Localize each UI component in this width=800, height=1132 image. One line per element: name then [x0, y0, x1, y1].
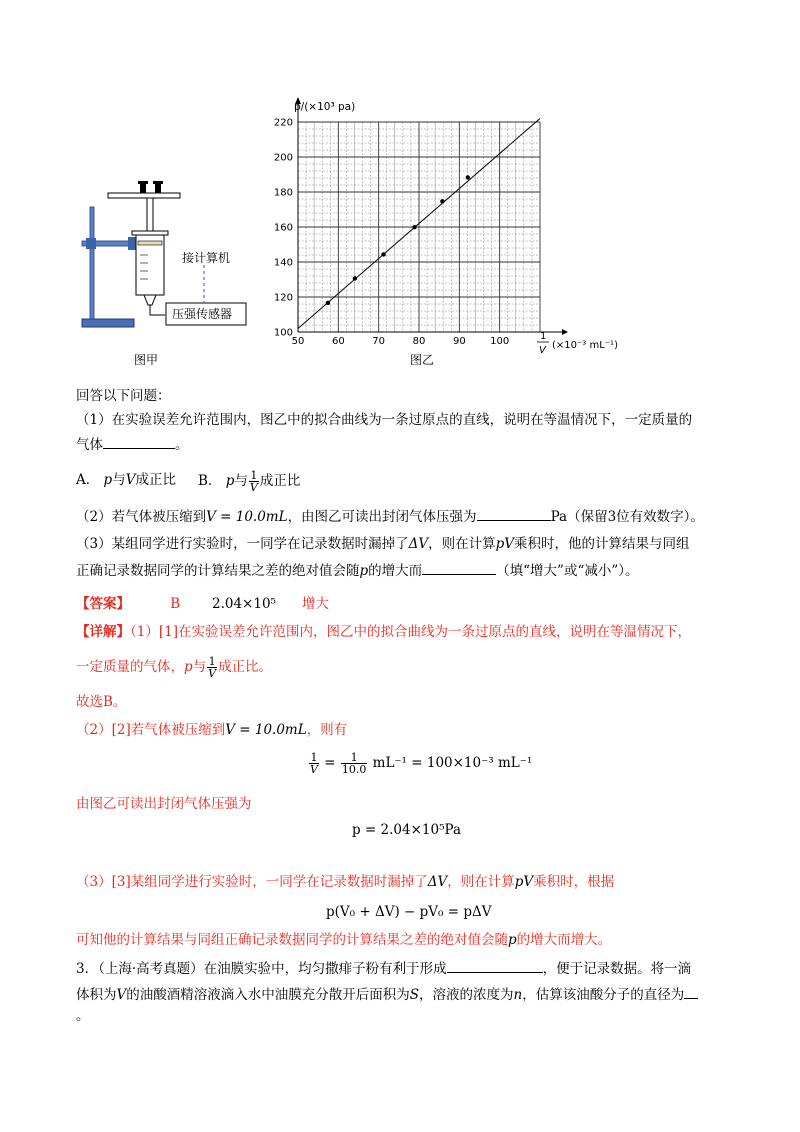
data-point — [353, 276, 357, 280]
detail-2: （2）[2]若气体被压缩到V = 10.0mL，则有 — [76, 722, 348, 738]
next-question-line2: 体积为V的油酸酒精溶液滴入水中油膜充分散开后面积为S，溶液的浓度为n，估算该油酸分子的直径为 — [76, 984, 698, 1005]
next-question-line1: 3．（上海·高考真题）在油膜实验中，均匀撒痱子粉有利于形成 ，便于记录数据。将一滴 — [76, 958, 691, 979]
label-pressure-sensor: 压强传感器 — [172, 307, 233, 321]
axes — [295, 97, 568, 335]
tick-labels — [274, 118, 509, 348]
x-axis-label-num: 1 — [540, 331, 547, 342]
x-tick-label: 60 — [331, 336, 345, 347]
y-axis-label: p/(×10³ pa) — [294, 101, 356, 113]
question-1-line1: （1）在实验误差允许范围内，图乙中的拟合曲线为一条过原点的直线，说明在等温情况下，一定质量的 — [76, 412, 693, 428]
x-axis-label-den: V — [539, 345, 546, 356]
answer-2: 2.04×10⁵ — [212, 596, 276, 612]
y-tick-label: 180 — [273, 187, 293, 199]
equation-1: $\frac{1}{V}$ = $\frac{1}{10.0}$ mL⁻¹ = 100×10⁻³ mL⁻¹ — [310, 751, 533, 776]
option-b: B． p与 $\frac{1}{V}$ 成正比 — [198, 469, 301, 494]
y-tick-label: 220 — [273, 117, 293, 129]
y-tick-label: 140 — [273, 257, 293, 269]
detail-3-conclusion: 可知他的计算结果与同组正确记录数据同学的计算结果之差的绝对值会随p的增大而增大。 — [76, 932, 612, 948]
answer-blank-3[interactable] — [422, 560, 496, 575]
x-tick-label: 80 — [412, 336, 426, 347]
answer-3: 增大 — [302, 596, 329, 612]
detail-3: （3）[3]某组同学进行实验时，一同学在记录数据时漏掉了ΔV，则在计算pV乘积时，根据 — [76, 874, 615, 890]
data-point — [381, 252, 385, 256]
question-3-line1: （3）某组同学进行实验时，一同学在记录数据时漏掉了ΔV，则在计算pV乘积时，他的计算结果与同组 — [76, 536, 690, 552]
answer-blank-1[interactable] — [103, 434, 175, 449]
question-2: （2）若气体被压缩到V = 10.0mL，由图乙可读出封闭气体压强为 Pa（保留3位有效数字）。 — [76, 506, 704, 527]
x-tick-label: 50 — [291, 336, 305, 347]
option-a: A． p与V成正比 — [76, 472, 176, 488]
figure-a-caption: 图甲 — [134, 353, 159, 367]
equation-2: p = 2.04×10⁵Pa — [352, 822, 462, 838]
detail-1-conclusion: 故选B。 — [76, 694, 127, 710]
y-tick-label: 120 — [273, 292, 293, 304]
x-axis-label-unit: (×10⁻³ mL⁻¹) — [552, 340, 618, 351]
y-tick-label: 100 — [273, 327, 293, 339]
question-intro: 回答以下问题： — [76, 388, 171, 404]
x-axis-arrow — [562, 329, 568, 335]
data-point — [440, 199, 444, 203]
next-question-line3: 。 — [76, 1008, 90, 1024]
answer-blank-5[interactable] — [684, 984, 698, 999]
equation-3: p(V₀ + ΔV) − pV₀ = pΔV — [326, 904, 492, 920]
x-tick-label: 100 — [490, 336, 510, 347]
answer-blank-4[interactable] — [447, 958, 543, 973]
question-3-line2: 正确记录数据同学的计算结果之差的绝对值会随p的增大而 （填“增大”或“减小”）。 — [76, 560, 639, 581]
detail-1-line2: 一定质量的气体，p与 $\frac{1}{V}$ 成正比。 — [76, 655, 273, 680]
grid-major — [298, 122, 540, 332]
y-tick-label: 160 — [273, 222, 293, 234]
x-tick-label: 70 — [372, 336, 386, 347]
label-computer: 接计算机 — [182, 251, 231, 265]
answer-row — [76, 594, 180, 614]
question-1-line2: 气体 。 — [76, 434, 189, 455]
apparatus-figure — [70, 175, 265, 340]
detail-1-line1: 【详解】（1）[1]在实验误差允许范围内，图乙中的拟合曲线为一条过原点的直线，说明在等温情况下， — [76, 624, 691, 640]
answer-blank-2[interactable] — [477, 506, 551, 521]
data-point — [466, 175, 470, 179]
data-point — [326, 301, 330, 305]
pressure-chart — [260, 92, 630, 367]
figure-b-caption: 图乙 — [410, 353, 435, 367]
data-point — [412, 225, 416, 229]
detail-2-read: 由图乙可读出封闭气体压强为 — [76, 796, 252, 812]
answer-1: B — [170, 596, 181, 612]
answer-label: 【答案】 — [76, 596, 130, 612]
x-tick-label: 90 — [452, 336, 466, 347]
y-tick-label: 200 — [273, 152, 293, 164]
